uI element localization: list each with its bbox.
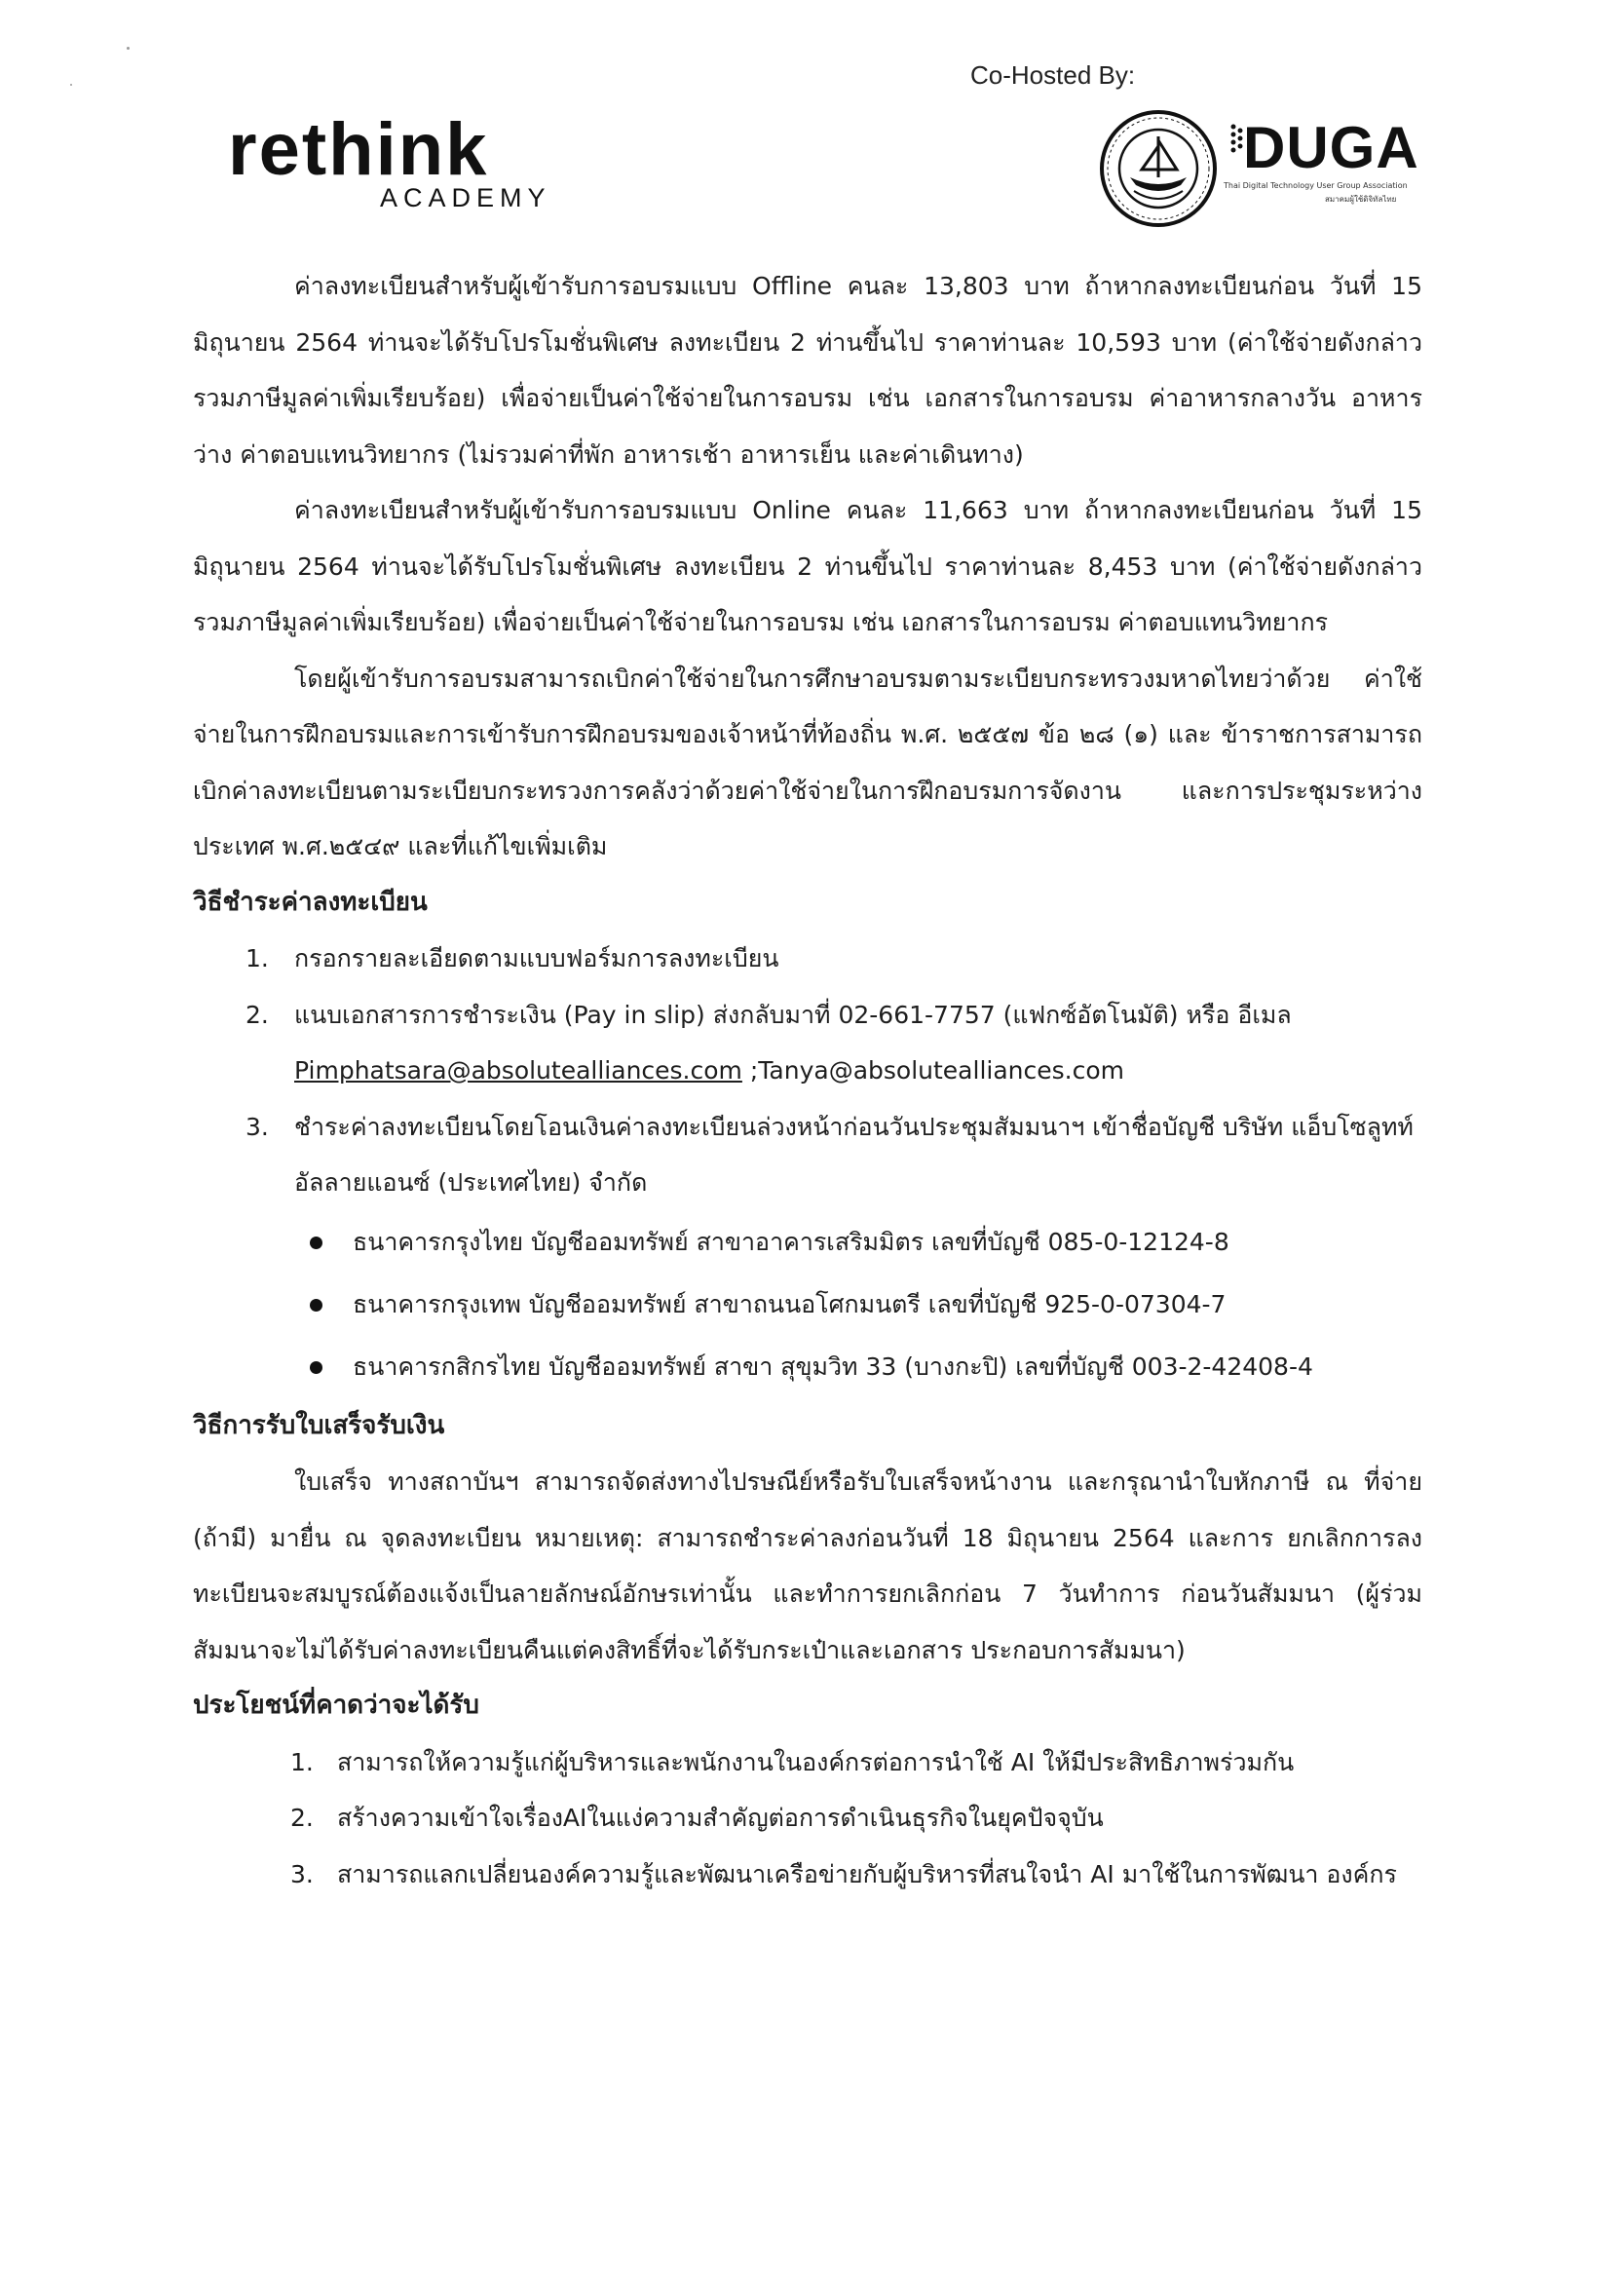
cohost-label: Co-Hosted By: — [970, 60, 1136, 90]
rethink-logo-subtitle: ACADEMY — [380, 183, 551, 212]
list-text: สามารถให้ความรู้แก่ผู้บริหารและพนักงานในองค์กรต่อการนำใช้ AI ให้มีประสิทธิภาพร่วมกัน — [337, 1747, 1295, 1776]
offline-fee-text: ค่าลงทะเบียนสำหรับผู้เข้ารับการอบรมแบบ Offline คนละ 13,803 บาท ถ้าหากลงทะเบียนก่อน วันที่ 15 มิถุนายน 2564 ท่านจะได้รับโปรโมชั่นพิเศษ ลงทะเบียน 2 ท่านขึ้นไป ราคาท่านละ 10,593 บาท (ค่าใช้จ่ายดังกล่าวรวมภาษีมูลค่าเพิ่มเรียบร้อย) เพื่อจ่ายเป็นค่าใช้จ่ายในการอบรม เช่น เอกสารในการอบรม ค่าอาหารกลางวัน อาหารว่าง ค่าตอบแทนวิทยากร (ไม่รวมค่าที่พัก อาหารเช้า อาหารเย็น และค่าเดินทาง) — [193, 272, 1422, 469]
receipt-text: ใบเสร็จ ทางสถาบันฯ สามารถจัดส่งทางไปรษณีย์หรือรับใบเสร็จหน้างาน และกรุณานำใบหักภาษี ณ ที่จ่าย (ถ้ามี) มายื่น ณ จุดลงทะเบียน หมายเหตุ: สามารถชำระค่าลงก่อนวันที่ 18 มิถุนายน 2564 และการ ยกเลิกการลงทะเบียนจะสมบูรณ์ต้องแจ้งเป็นลายลักษณ์อักษรเท่านั้น และทำการยกเลิกก่อน 7 วันทำการ ก่อนวันสัมมนา (ผู้ร่วมสัมมนาจะไม่ได้รับค่าลงทะเบียนคืนแต่คงสิทธิ์ที่จะได้รับกระเป๋าและเอกสาร ประกอบการสัมมนา) — [193, 1467, 1422, 1664]
list-item — [193, 987, 1422, 1044]
list-text: สามารถแลกเปลี่ยนองค์ความรู้และพัฒนาเครือข่ายกับผู้บริหารที่สนใจนำ AI มาใช้ในการพัฒนา องค์กร — [337, 1859, 1397, 1888]
list-number: 3. — [290, 1859, 314, 1888]
list-number: 1. — [290, 1747, 314, 1776]
list-text: สร้างความเข้าใจเรื่องAIในแง่ความสำคัญต่อการดำเนินธุรกิจในยุคปัจจุบัน — [337, 1804, 1104, 1832]
duga-caption-thai: สมาคมผู้ใช้ดิจิทัลไทย — [1325, 195, 1397, 204]
list-number: 3. — [245, 1112, 269, 1141]
bank-account-text: ธนาคารกรุงเทพ บัญชีออมทรัพย์ สาขาถนนอโศกมนตรี เลขที่บัญชี 925-0-07304-7 — [353, 1289, 1227, 1318]
list-item — [193, 1790, 1422, 1847]
list-number: 2. — [290, 1804, 314, 1832]
offline-fee-paragraph — [193, 258, 1422, 482]
scan-speck — [70, 84, 72, 86]
reimbursement-paragraph — [193, 651, 1422, 875]
contact-emails — [193, 1043, 1422, 1099]
bank-account-item — [193, 1336, 1422, 1398]
reimbursement-text: โดยผู้เข้ารับการอบรมสามารถเบิกค่าใช้จ่ายในการศึกษาอบรมตามระเบียบกระทรวงมหาดไทยว่าด้วย ค่าใช้จ่ายในการฝึกอบรมและการเข้ารับการฝึกอบรมของเจ้าหน้าที่ท้องถิ่น พ.ศ. ๒๕๕๗ ข้อ ๒๘ (๑) และ ข้าราชการสามารถเบิกค่าลงทะเบียนตามระเบียบกระทรวงการคลังว่าด้วยค่าใช้จ่ายในการฝึกอบรมการจัดงาน และการประชุมระหว่างประเทศ พ.ศ.๒๕๔๙ และที่แก้ไขเพิ่มเติม — [193, 664, 1422, 860]
benefits-list — [193, 1734, 1422, 1903]
online-fee-paragraph — [193, 482, 1422, 651]
email-tanya[interactable]: Tanya@absolutealliances.com — [758, 1056, 1124, 1085]
payment-heading: วิธีชำระค่าลงทะเบียน — [193, 887, 428, 917]
bank-account-text: ธนาคารกสิกรไทย บัญชีออมทรัพย์ สาขา สุขุมวิท 33 (บางกะปิ) เลขที่บัญชี 003-2-42408-4 — [353, 1352, 1313, 1381]
receipt-heading: วิธีการรับใบเสร็จรับเงิน — [193, 1410, 445, 1440]
list-text: แนบเอกสารการชำระเงิน (Pay in slip) ส่งกลับมาที่ 02-661-7757 (แฟกซ์อัตโนมัติ) หรือ อีเมล — [294, 1000, 1292, 1029]
bank-accounts — [193, 1211, 1422, 1398]
document-body — [193, 258, 1422, 1902]
list-text: กรอกรายละเอียดตามแบบฟอร์มการลงทะเบียน — [294, 944, 779, 972]
list-item — [193, 1099, 1422, 1211]
scan-speck — [127, 47, 130, 50]
association-seal-icon — [1099, 109, 1218, 228]
list-item — [193, 1734, 1422, 1791]
duga-logo: DUGA — [1243, 115, 1419, 180]
online-fee-text: ค่าลงทะเบียนสำหรับผู้เข้ารับการอบรมแบบ Online คนละ 11,663 บาท ถ้าหากลงทะเบียนก่อน วันที่ 15 มิถุนายน 2564 ท่านจะได้รับโปรโมชั่นพิเศษ ลงทะเบียน 2 ท่านขึ้นไป ราคาท่านละ 8,453 บาท (ค่าใช้จ่ายดังกล่าวรวมภาษีมูลค่าเพิ่มเรียบร้อย) เพื่อจ่ายเป็นค่าใช้จ่ายในการอบรม เช่น เอกสารในการอบรม ค่าตอบแทนวิทยากร — [193, 496, 1422, 636]
bank-account-text: ธนาคารกรุงไทย บัญชีออมทรัพย์ สาขาอาคารเสริมมิตร เลขที่บัญชี 085-0-12124-8 — [353, 1227, 1229, 1256]
list-item — [193, 1847, 1422, 1903]
email-link-pimphatsara[interactable]: Pimphatsara@absolutealliances.com — [294, 1056, 742, 1085]
bank-account-item — [193, 1274, 1422, 1336]
bullet-icon — [310, 1299, 322, 1312]
list-text: ชำระค่าลงทะเบียนโดยโอนเงินค่าลงทะเบียนล่วงหน้าก่อนวันประชุมสัมมนาฯ เข้าชื่อบัญชี บริษัท แอ็บโซลูทท์ อัลลายแอนซ์ (ประเทศไทย) จำกัด — [294, 1112, 1414, 1197]
duga-caption: Thai Digital Technology User Group Association — [1224, 181, 1408, 190]
bullet-icon — [310, 1361, 322, 1374]
benefits-heading: ประโยชน์ที่คาดว่าจะได้รับ — [193, 1691, 479, 1720]
list-number: 1. — [245, 944, 269, 972]
list-number: 2. — [245, 1000, 269, 1029]
bullet-icon — [310, 1237, 322, 1249]
bank-account-item — [193, 1211, 1422, 1274]
list-item — [193, 931, 1422, 987]
receipt-paragraph — [193, 1454, 1422, 1678]
payment-steps-continued — [193, 1099, 1422, 1211]
payment-steps — [193, 931, 1422, 1043]
rethink-logo: rethink — [228, 108, 489, 191]
email-separator: ; — [741, 1056, 759, 1085]
